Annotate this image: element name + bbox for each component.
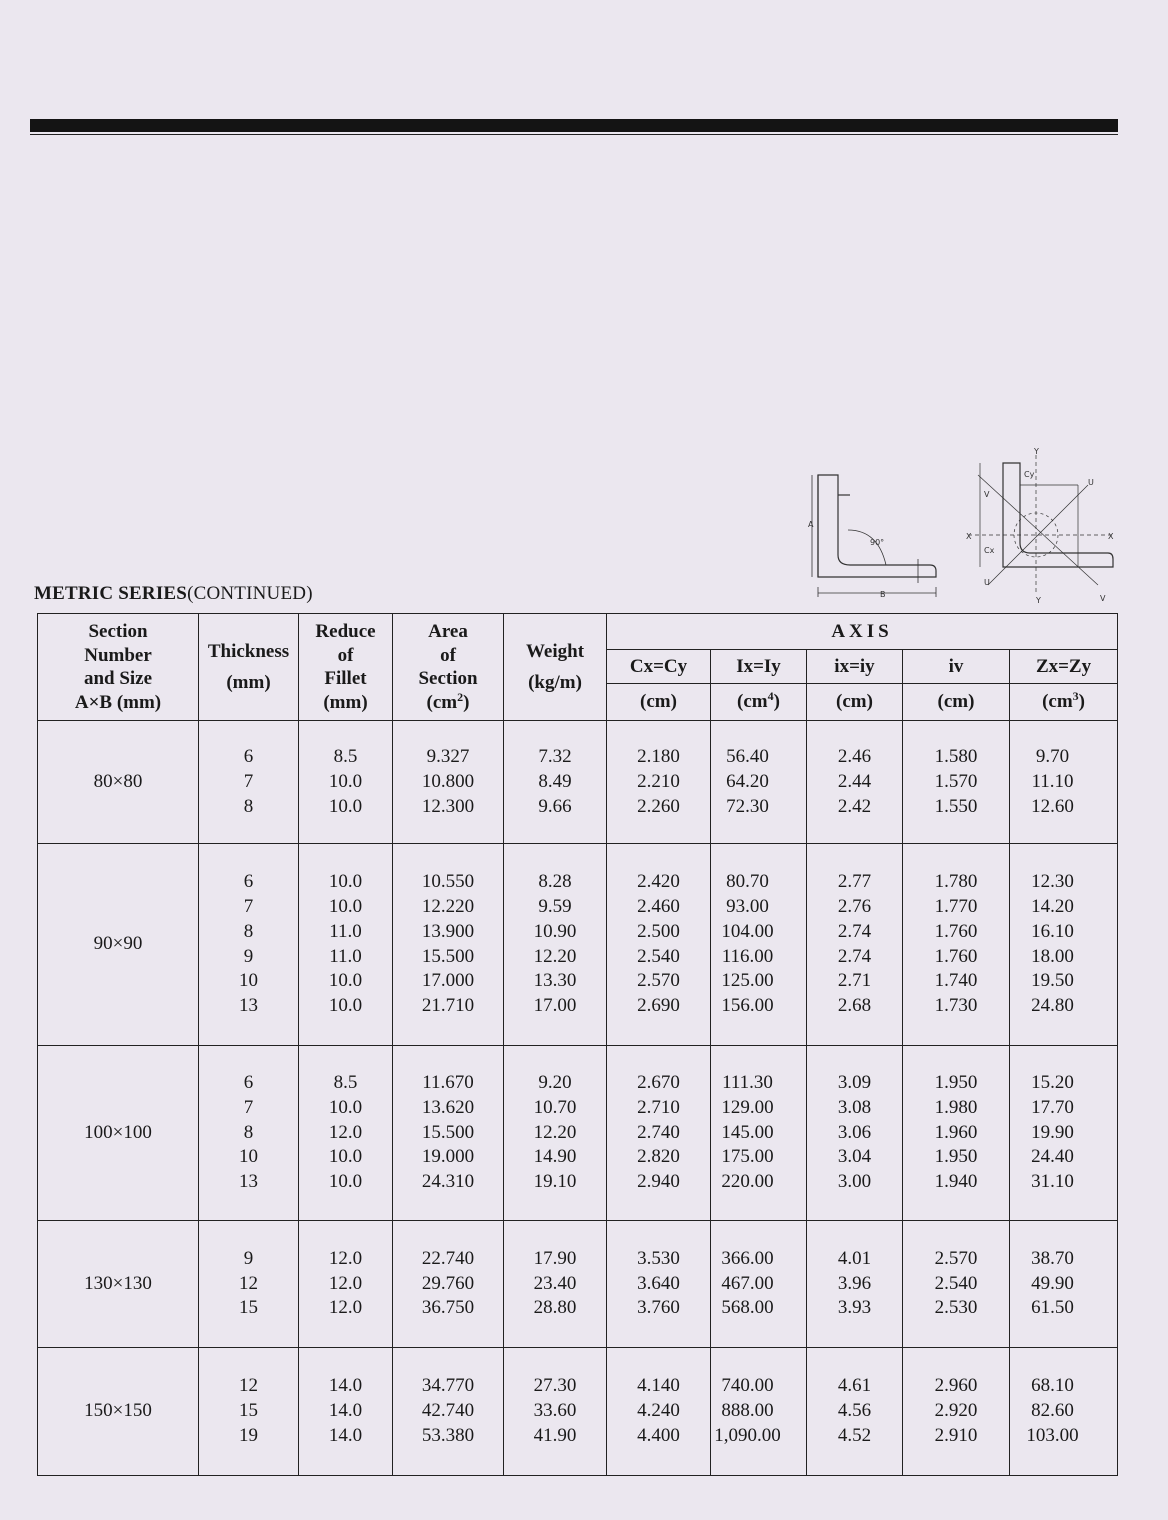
iv-value: 1.940 — [934, 1171, 978, 1193]
svg-text:X: X — [1108, 532, 1114, 541]
thickness-value: 12 — [239, 1375, 258, 1397]
cx-cell — [607, 721, 711, 844]
cx-value: 2.570 — [637, 970, 680, 992]
iv-value: 1.760 — [934, 920, 978, 942]
ixr-value: 3.00 — [837, 1171, 872, 1193]
ix-cell — [711, 1221, 807, 1347]
weight-value: 17.00 — [533, 995, 577, 1017]
section-size-cell — [38, 844, 199, 1046]
zx-value: 18.00 — [1031, 945, 1074, 967]
table-row — [38, 721, 1118, 844]
thickness-value: 10 — [239, 970, 258, 992]
iv-value: 1.760 — [934, 945, 978, 967]
fillet-value: 12.0 — [328, 1121, 363, 1143]
cx-value: 4.140 — [637, 1375, 680, 1397]
header-fillet: Reduce of Fillet (mm) — [299, 614, 393, 721]
cx-value: 2.940 — [637, 1171, 680, 1193]
header-zx: Zx=Zy — [1010, 650, 1118, 684]
zx-cell — [1010, 721, 1118, 844]
area-cell — [393, 1221, 504, 1347]
area-value: 34.770 — [421, 1375, 475, 1397]
ix-value: 56.40 — [726, 745, 769, 767]
weight-cell — [504, 1347, 607, 1475]
fillet-cell — [299, 844, 393, 1046]
table-body — [38, 721, 1118, 1476]
iv-value: 2.530 — [934, 1297, 978, 1319]
header-ixr: ix=iy — [807, 650, 903, 684]
cx-value: 2.820 — [637, 1146, 680, 1168]
table-row — [38, 1347, 1118, 1475]
iv-value: 1.980 — [934, 1096, 978, 1118]
area-value: 13.900 — [421, 920, 475, 942]
thickness-value: 6 — [243, 871, 254, 893]
area-cell — [393, 721, 504, 844]
ixr-cell — [807, 721, 903, 844]
area-cell — [393, 1347, 504, 1475]
iv-value: 1.740 — [934, 970, 978, 992]
ix-value: 111.30 — [722, 1072, 773, 1094]
ix-value: 1,090.00 — [714, 1424, 781, 1446]
thickness-value: 7 — [243, 1096, 254, 1118]
svg-text:Y: Y — [1036, 596, 1041, 605]
area-value: 12.300 — [421, 795, 475, 817]
weight-cell — [504, 1221, 607, 1347]
header-area: Area of Section $(cm^2)$ — [393, 614, 504, 721]
svg-text:U: U — [984, 578, 990, 587]
fillet-cell — [299, 721, 393, 844]
ixr-value: 4.01 — [837, 1247, 872, 1269]
ixr-cell — [807, 844, 903, 1046]
area-value: 10.550 — [421, 871, 475, 893]
cx-cell — [607, 1221, 711, 1347]
svg-text:Y: Y — [1034, 447, 1039, 456]
series-title — [34, 583, 313, 605]
ix-value: 64.20 — [726, 770, 769, 792]
cx-cell — [607, 844, 711, 1046]
svg-text:U: U — [1088, 478, 1094, 487]
ixr-value: 3.08 — [837, 1096, 872, 1118]
angle-spec-table-wrap — [37, 613, 1117, 1476]
ixr-value: 4.56 — [837, 1399, 872, 1421]
thickness-value: 19 — [239, 1424, 258, 1446]
angle-spec-table — [37, 613, 1118, 1476]
weight-value: 33.60 — [533, 1399, 577, 1421]
fillet-value: 10.0 — [328, 1096, 363, 1118]
zx-value: 49.90 — [1031, 1272, 1074, 1294]
unit-zx: $(cm^3)$ — [1010, 684, 1118, 721]
iv-cell — [903, 1347, 1010, 1475]
fillet-cell — [299, 1221, 393, 1347]
ix-value: 467.00 — [721, 1272, 774, 1294]
iv-cell — [903, 721, 1010, 844]
svg-text:A: A — [808, 520, 814, 529]
cx-value: 3.530 — [637, 1247, 680, 1269]
ix-cell — [711, 1045, 807, 1220]
iv-value: 1.950 — [934, 1146, 978, 1168]
zx-value: 24.80 — [1031, 995, 1074, 1017]
iv-value: 2.920 — [934, 1399, 978, 1421]
area-value: 15.500 — [421, 945, 475, 967]
ixr-value: 2.42 — [837, 795, 872, 817]
iv-value: 2.540 — [934, 1272, 978, 1294]
fillet-value: 14.0 — [328, 1424, 363, 1446]
cx-value: 2.500 — [637, 920, 680, 942]
zx-value: 19.50 — [1031, 970, 1074, 992]
header-rule-thin — [30, 134, 1118, 135]
thickness-value: 12 — [239, 1272, 258, 1294]
area-value: 10.800 — [421, 770, 475, 792]
cx-value: 2.690 — [637, 995, 680, 1017]
ix-value: 104.00 — [721, 920, 774, 942]
iv-value: 1.950 — [934, 1072, 978, 1094]
weight-value: 9.66 — [538, 795, 572, 817]
thickness-cell — [199, 1347, 299, 1475]
fillet-value: 10.0 — [328, 1171, 363, 1193]
ix-value: 145.00 — [721, 1121, 774, 1143]
zx-value: 12.60 — [1031, 795, 1074, 817]
area-value: 22.740 — [421, 1247, 475, 1269]
fillet-value: 14.0 — [328, 1399, 363, 1421]
thickness-value: 15 — [239, 1297, 258, 1319]
iv-value: 1.960 — [934, 1121, 978, 1143]
iv-cell — [903, 1221, 1010, 1347]
thickness-value: 9 — [243, 945, 254, 967]
svg-text:Cx: Cx — [984, 546, 995, 555]
ixr-cell — [807, 1045, 903, 1220]
section-size: 100×100 — [84, 1121, 152, 1143]
ix-value: 72.30 — [726, 795, 769, 817]
ix-value: 129.00 — [721, 1096, 774, 1118]
ix-value: 156.00 — [721, 995, 774, 1017]
weight-value: 19.10 — [533, 1171, 577, 1193]
area-value: 36.750 — [421, 1297, 475, 1319]
fillet-value: 8.5 — [333, 745, 358, 767]
series-title-rest: (CONTINUED) — [187, 583, 313, 604]
ix-value: 80.70 — [726, 871, 769, 893]
header-rule — [30, 119, 1118, 132]
zx-cell — [1010, 1045, 1118, 1220]
weight-cell — [504, 1045, 607, 1220]
weight-value: 10.70 — [533, 1096, 577, 1118]
ixr-value: 2.71 — [837, 970, 872, 992]
cx-value: 3.640 — [637, 1272, 680, 1294]
thickness-value: 13 — [239, 1171, 258, 1193]
header-axis: AXIS — [607, 614, 1118, 650]
iv-value: 1.570 — [934, 770, 978, 792]
header-iv: iv — [903, 650, 1010, 684]
ix-value: 220.00 — [721, 1171, 774, 1193]
svg-text:X: X — [966, 532, 972, 541]
weight-value: 8.49 — [538, 770, 572, 792]
area-value: 53.380 — [421, 1424, 475, 1446]
ixr-cell — [807, 1347, 903, 1475]
thickness-value: 6 — [243, 1072, 254, 1094]
cx-cell — [607, 1347, 711, 1475]
cx-cell — [607, 1045, 711, 1220]
section-size: 80×80 — [93, 770, 143, 792]
fillet-value: 10.0 — [328, 895, 363, 917]
area-cell — [393, 844, 504, 1046]
fillet-value: 8.5 — [333, 1072, 358, 1094]
thickness-value: 13 — [239, 995, 258, 1017]
fillet-value: 10.0 — [328, 770, 363, 792]
iv-cell — [903, 1045, 1010, 1220]
fillet-value: 11.0 — [329, 945, 362, 967]
section-size-cell — [38, 1221, 199, 1347]
weight-value: 12.20 — [533, 1121, 577, 1143]
ix-cell — [711, 721, 807, 844]
iv-value: 2.570 — [934, 1247, 978, 1269]
table-row — [38, 1221, 1118, 1347]
zx-value: 15.20 — [1031, 1072, 1074, 1094]
thickness-value: 6 — [243, 745, 254, 767]
ixr-value: 2.77 — [837, 871, 872, 893]
thickness-value: 8 — [243, 795, 254, 817]
section-size: 130×130 — [84, 1272, 152, 1294]
ixr-value: 3.09 — [837, 1072, 872, 1094]
header-section-size: Section Number and Size A×B (mm) — [38, 614, 199, 721]
weight-value: 41.90 — [533, 1424, 577, 1446]
cx-value: 2.210 — [637, 770, 680, 792]
thickness-cell — [199, 844, 299, 1046]
zx-value: 17.70 — [1031, 1096, 1074, 1118]
ixr-cell — [807, 1221, 903, 1347]
ixr-value: 3.96 — [837, 1272, 872, 1294]
area-value: 24.310 — [421, 1171, 475, 1193]
ix-cell — [711, 1347, 807, 1475]
weight-value: 9.20 — [538, 1072, 572, 1094]
ix-value: 116.00 — [721, 945, 774, 967]
svg-text:Cy: Cy — [1024, 470, 1035, 479]
fillet-value: 12.0 — [328, 1247, 363, 1269]
thickness-value: 8 — [243, 1121, 254, 1143]
svg-text:B: B — [880, 590, 886, 599]
area-value: 9.327 — [426, 745, 470, 767]
ix-value: 93.00 — [726, 895, 769, 917]
ix-value: 568.00 — [721, 1297, 774, 1319]
weight-value: 23.40 — [533, 1272, 577, 1294]
ix-value: 125.00 — [721, 970, 774, 992]
svg-text:V: V — [984, 490, 990, 499]
weight-value: 27.30 — [533, 1375, 577, 1397]
thickness-cell — [199, 721, 299, 844]
area-value: 29.760 — [421, 1272, 475, 1294]
ixr-value: 2.46 — [837, 745, 872, 767]
weight-value: 8.28 — [538, 871, 572, 893]
ix-value: 740.00 — [721, 1375, 774, 1397]
fillet-value: 11.0 — [329, 920, 362, 942]
svg-text:90°: 90° — [870, 538, 885, 547]
section-size-cell — [38, 1045, 199, 1220]
weight-value: 9.59 — [538, 895, 572, 917]
ixr-value: 3.04 — [837, 1146, 872, 1168]
thickness-value: 7 — [243, 770, 254, 792]
fillet-value: 10.0 — [328, 995, 363, 1017]
zx-value: 38.70 — [1031, 1247, 1074, 1269]
cx-value: 2.740 — [637, 1121, 680, 1143]
svg-text:V: V — [1100, 594, 1106, 603]
ixr-value: 2.44 — [837, 770, 872, 792]
unit-ixr: (cm) — [807, 684, 903, 721]
table-row — [38, 1045, 1118, 1220]
zx-value: 61.50 — [1031, 1297, 1074, 1319]
thickness-value: 9 — [243, 1247, 254, 1269]
ixr-value: 4.52 — [837, 1424, 872, 1446]
section-size-cell — [38, 721, 199, 844]
cx-value: 2.420 — [637, 871, 680, 893]
ixr-value: 2.74 — [837, 920, 872, 942]
angle-diagram-icon — [808, 447, 1120, 605]
cx-value: 2.180 — [637, 745, 680, 767]
ixr-value: 3.06 — [837, 1121, 872, 1143]
thickness-cell — [199, 1221, 299, 1347]
fillet-value: 10.0 — [328, 970, 363, 992]
section-size: 150×150 — [84, 1399, 152, 1421]
cx-value: 4.240 — [637, 1399, 680, 1421]
section-size-cell — [38, 1347, 199, 1475]
iv-cell — [903, 844, 1010, 1046]
iv-value: 2.910 — [934, 1424, 978, 1446]
zx-value: 68.10 — [1031, 1375, 1074, 1397]
iv-value: 1.550 — [934, 795, 978, 817]
fillet-value: 10.0 — [328, 795, 363, 817]
zx-cell — [1010, 1221, 1118, 1347]
weight-value: 17.90 — [533, 1247, 577, 1269]
weight-cell — [504, 844, 607, 1046]
thickness-value: 8 — [243, 920, 254, 942]
zx-value: 16.10 — [1031, 920, 1074, 942]
ix-cell — [711, 844, 807, 1046]
cx-value: 2.460 — [637, 895, 680, 917]
header-row-1 — [38, 614, 1118, 650]
unit-cx: (cm) — [607, 684, 711, 721]
header-cx: Cx=Cy — [607, 650, 711, 684]
table-row — [38, 844, 1118, 1046]
area-value: 13.620 — [421, 1096, 475, 1118]
thickness-value: 15 — [239, 1399, 258, 1421]
ixr-value: 2.76 — [837, 895, 872, 917]
zx-value: 12.30 — [1031, 871, 1074, 893]
iv-value: 1.780 — [934, 871, 978, 893]
unit-iv: (cm) — [903, 684, 1010, 721]
zx-value: 11.10 — [1031, 770, 1074, 792]
zx-value: 14.20 — [1031, 895, 1074, 917]
zx-value: 82.60 — [1031, 1399, 1074, 1421]
area-value: 15.500 — [421, 1121, 475, 1143]
cx-value: 2.540 — [637, 945, 680, 967]
thickness-value: 7 — [243, 895, 254, 917]
ix-value: 888.00 — [721, 1399, 774, 1421]
header-ix: Ix=Iy — [711, 650, 807, 684]
zx-value: 24.40 — [1031, 1146, 1074, 1168]
zx-value: 31.10 — [1031, 1171, 1074, 1193]
header-weight: Weight (kg/m) — [504, 614, 607, 721]
iv-value: 2.960 — [934, 1375, 978, 1397]
fillet-value: 12.0 — [328, 1297, 363, 1319]
fillet-value: 12.0 — [328, 1272, 363, 1294]
fillet-cell — [299, 1347, 393, 1475]
cx-value: 2.710 — [637, 1096, 680, 1118]
section-size: 90×90 — [93, 933, 143, 955]
thickness-value: 10 — [239, 1146, 258, 1168]
area-value: 42.740 — [421, 1399, 475, 1421]
cx-value: 3.760 — [637, 1297, 680, 1319]
zx-value: 19.90 — [1031, 1121, 1074, 1143]
ixr-value: 2.74 — [837, 945, 872, 967]
fillet-value: 10.0 — [328, 871, 363, 893]
area-value: 21.710 — [421, 995, 475, 1017]
weight-value: 12.20 — [533, 945, 577, 967]
ixr-value: 3.93 — [837, 1297, 872, 1319]
weight-cell — [504, 721, 607, 844]
cx-value: 2.260 — [637, 795, 680, 817]
cx-value: 4.400 — [637, 1424, 680, 1446]
ixr-value: 2.68 — [837, 995, 872, 1017]
header-thickness: Thickness (mm) — [199, 614, 299, 721]
zx-cell — [1010, 1347, 1118, 1475]
iv-value: 1.730 — [934, 995, 978, 1017]
unit-ix: $(cm^4)$ — [711, 684, 807, 721]
fillet-cell — [299, 1045, 393, 1220]
weight-value: 28.80 — [533, 1297, 577, 1319]
area-value: 11.670 — [422, 1072, 474, 1094]
area-cell — [393, 1045, 504, 1220]
fillet-value: 14.0 — [328, 1375, 363, 1397]
zx-value: 103.00 — [1026, 1424, 1079, 1446]
area-value: 12.220 — [421, 895, 475, 917]
thickness-cell — [199, 1045, 299, 1220]
ix-value: 175.00 — [721, 1146, 774, 1168]
zx-cell — [1010, 844, 1118, 1046]
fillet-value: 10.0 — [328, 1146, 363, 1168]
area-value: 17.000 — [421, 970, 475, 992]
weight-value: 14.90 — [533, 1146, 577, 1168]
zx-value: 9.70 — [1035, 745, 1070, 767]
cx-value: 2.670 — [637, 1072, 680, 1094]
area-value: 19.000 — [421, 1146, 475, 1168]
iv-value: 1.580 — [934, 745, 978, 767]
iv-value: 1.770 — [934, 895, 978, 917]
series-title-bold: METRIC SERIES — [34, 583, 188, 604]
weight-value: 13.30 — [533, 970, 577, 992]
ix-value: 366.00 — [721, 1247, 774, 1269]
weight-value: 7.32 — [538, 745, 572, 767]
weight-value: 10.90 — [533, 920, 577, 942]
angle-section-diagrams — [808, 447, 1120, 605]
ixr-value: 4.61 — [837, 1375, 872, 1397]
